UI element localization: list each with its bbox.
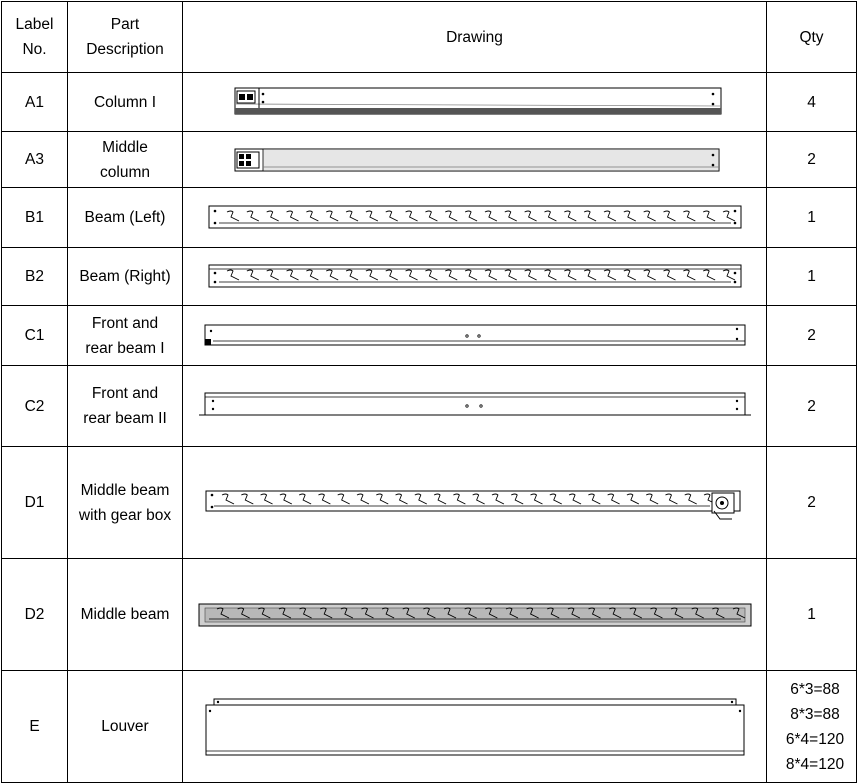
qty-value: 4	[807, 93, 816, 111]
qty-value: 1	[807, 268, 816, 285]
description-cell	[68, 559, 183, 671]
header-drawing: Drawing	[183, 2, 767, 73]
middle-beam-gearbox-drawing	[200, 483, 750, 523]
table-row	[2, 73, 857, 132]
qty-cell	[767, 132, 857, 188]
label-cell: D1	[2, 447, 68, 559]
header-qty: Qty	[767, 2, 857, 73]
label-cell: A3	[2, 132, 68, 188]
qty-cell	[767, 447, 857, 559]
label-cell: D2	[2, 559, 68, 671]
description-cell	[68, 306, 183, 366]
header-row	[2, 2, 857, 73]
drawing-cell	[183, 73, 767, 132]
label-cell: B1	[2, 188, 68, 248]
description-line: Beam (Left)	[84, 209, 166, 226]
label-cell: B2	[2, 248, 68, 306]
column-drawing	[225, 82, 725, 122]
description-cell	[68, 132, 183, 188]
drawing-cell	[183, 132, 767, 188]
qty-value: 2	[807, 397, 816, 415]
beam-right-drawing	[205, 259, 745, 295]
table-row	[2, 559, 857, 671]
drawing-cell	[183, 248, 767, 306]
header-desc-line: Description	[86, 41, 164, 58]
drawing-cell	[183, 559, 767, 671]
qty-value: 8*4=120	[785, 755, 845, 773]
qty-value: 6*4=120	[785, 730, 845, 748]
description-cell	[68, 366, 183, 447]
drawing-cell	[183, 447, 767, 559]
qty-cell	[767, 671, 857, 783]
description-cell	[68, 447, 183, 559]
description-line: rear beam I	[85, 339, 165, 357]
qty-value: 2	[807, 327, 816, 344]
table-row	[2, 132, 857, 188]
qty-value: 2	[807, 494, 816, 511]
description-line: Middle	[102, 138, 148, 156]
label-cell: E	[2, 671, 68, 783]
table-row	[2, 306, 857, 366]
gear-box-icon	[712, 493, 734, 519]
drawing-cell	[183, 671, 767, 783]
header-label-line: Label	[15, 16, 54, 33]
header-label-line: No.	[22, 41, 47, 58]
description-line: Column I	[93, 93, 157, 111]
qty-value: 6*3=88	[790, 680, 840, 698]
header-part-description	[68, 2, 183, 73]
description-line: Louver	[101, 718, 149, 735]
label-cell: A1	[2, 73, 68, 132]
drawing-cell	[183, 306, 767, 366]
label-cell: C2	[2, 366, 68, 447]
table-row	[2, 188, 857, 248]
front-rear-beam-drawing	[195, 319, 755, 353]
table-row	[2, 447, 857, 559]
header-label-no	[2, 2, 68, 73]
description-line: Middle beam	[80, 481, 170, 499]
description-cell	[68, 248, 183, 306]
qty-cell	[767, 73, 857, 132]
qty-value: 1	[807, 209, 816, 226]
qty-value: 2	[807, 151, 816, 168]
middle-column-drawing	[225, 143, 725, 177]
front-rear-beam-drawing	[195, 389, 755, 423]
louver-drawing	[200, 693, 750, 761]
description-line: Middle beam	[80, 606, 170, 623]
description-line: with gear box	[78, 506, 172, 524]
table-row	[2, 366, 857, 447]
label-cell: C1	[2, 306, 68, 366]
qty-cell	[767, 366, 857, 447]
description-line: Front and	[91, 314, 159, 332]
table-row	[2, 671, 857, 783]
table-row	[2, 248, 857, 306]
qty-cell	[767, 248, 857, 306]
description-cell	[68, 188, 183, 248]
description-line: Front and	[91, 385, 159, 402]
qty-cell	[767, 306, 857, 366]
description-line: rear beam II	[83, 410, 167, 427]
drawing-cell	[183, 366, 767, 447]
header-desc-line: Part	[110, 16, 140, 33]
description-cell	[68, 73, 183, 132]
parts-table	[1, 1, 857, 783]
qty-value: 1	[807, 606, 816, 623]
description-cell	[68, 671, 183, 783]
beam-left-drawing	[205, 200, 745, 236]
middle-beam-drawing	[195, 600, 755, 630]
qty-value: 8*3=88	[790, 705, 840, 723]
drawing-cell	[183, 188, 767, 248]
description-line: column	[100, 163, 150, 181]
description-line: Beam (Right)	[79, 268, 171, 285]
qty-cell	[767, 559, 857, 671]
qty-cell	[767, 188, 857, 248]
